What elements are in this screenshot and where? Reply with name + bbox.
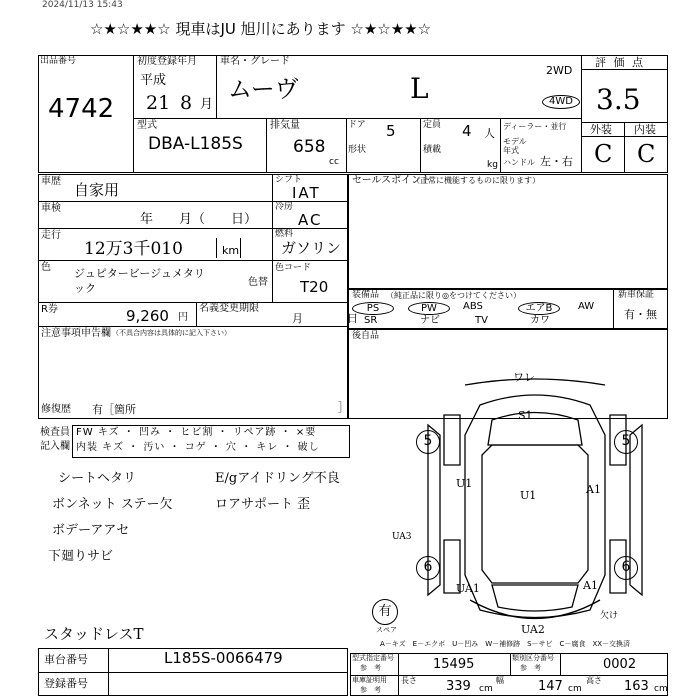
dimensions-label: 車庫証明用 <box>352 676 387 684</box>
repair-value: 有［箇所 <box>92 403 136 416</box>
mark-u1-roof: U1 <box>520 489 537 502</box>
width: 147 <box>538 679 563 694</box>
fuel-label: 燃料 <box>275 229 294 239</box>
tire-front-left: 5 <box>416 430 440 454</box>
shape-label: 形状 <box>348 145 367 155</box>
type-designation-label: 型式指定番号 <box>352 654 394 662</box>
handle: 左・右 <box>540 155 573 168</box>
dealer-label: ディーラー・並行 <box>503 122 567 131</box>
sales-point-label: セールスポイント <box>352 175 432 186</box>
name-change-label: 名義変更期限 <box>199 303 259 314</box>
mark-s1: S1 <box>518 409 533 422</box>
notes-label: 注意事項申告欄 <box>41 328 111 339</box>
sales-point-box <box>348 174 668 289</box>
drive-2wd: 2WD <box>546 64 573 77</box>
displacement: 658 <box>293 137 326 157</box>
recycle-fee: 9,260 <box>126 307 169 325</box>
rear-label: 後自品 <box>352 331 380 341</box>
lot-number: 4742 <box>48 94 115 124</box>
load-label: 積載 <box>423 145 442 155</box>
diagram-front-label: ワレ <box>513 371 535 384</box>
tire-rear-left: 6 <box>416 556 440 580</box>
recycle-unit: 円 <box>178 312 188 323</box>
tire-front-right: 5 <box>614 430 638 454</box>
car-name-label: 車名・グレード <box>220 56 290 67</box>
history-label: 車歴 <box>41 176 61 187</box>
mark-ua2: UA2 <box>521 623 545 636</box>
doors: 5 <box>386 122 396 140</box>
lot-label: 出品番号 <box>40 56 77 66</box>
fuel: ガソリン <box>281 239 342 257</box>
rating-value: 3.5 <box>596 83 641 116</box>
equipment-item: PS <box>352 302 394 315</box>
note-under: 下廻りサビ <box>48 549 114 564</box>
new-warranty-label: 新車保証 <box>618 290 655 300</box>
mileage-label: 走行 <box>41 230 61 241</box>
studless: スタッドレスT <box>44 625 144 643</box>
equipment-label: 装備品 <box>352 290 380 300</box>
spare-label: スペア <box>376 626 397 634</box>
first-reg-era: 平成 <box>140 73 167 88</box>
equipment-item: TV <box>475 315 488 326</box>
equipment-item: カワ <box>530 315 550 326</box>
note-body: ボデーアアセ <box>52 523 130 538</box>
legend: A－キズ E－エクボ U－凹み W－補修跡 S－サビ C－腐食 XX－交換済 <box>380 640 631 648</box>
chassis-number: L185S-0066479 <box>164 649 283 667</box>
inspector-label2: 記入欄 <box>40 441 70 452</box>
equipment-note: （純正品に限り◎をつけてください） <box>386 291 521 300</box>
shift: IAT <box>292 184 321 202</box>
inspector-label1: 検査員 <box>40 427 70 438</box>
first-reg-month: 8 <box>180 92 193 114</box>
height-label: 高さ <box>586 676 602 685</box>
notes-note: （不具合内容は具体的に記入下さい） <box>112 329 231 337</box>
mileage: 12万3千010 <box>84 239 183 259</box>
new-warranty: 有・無 <box>624 308 657 321</box>
dimensions-sub: 参 考 <box>360 686 381 694</box>
rating-label: 評 価 点 <box>595 56 645 69</box>
exterior-label: 外装 <box>590 123 612 136</box>
equipment-item: SR <box>364 315 378 326</box>
model-type-label: 型式 <box>137 120 157 131</box>
load-unit: kg <box>487 160 498 170</box>
width-label: 幅 <box>496 676 504 685</box>
shift-label: シフト <box>275 175 303 185</box>
first-reg-month-unit: 月 <box>200 97 214 112</box>
mark-ua1: UA1 <box>456 582 480 595</box>
equipment-item: ABS <box>463 301 483 312</box>
category-label: 類別区分番号 <box>512 654 554 662</box>
ac-label: 冷房 <box>275 202 294 212</box>
first-reg-year: 21 <box>146 92 171 114</box>
type-designation: 15495 <box>433 657 475 672</box>
color-code: T20 <box>300 278 329 296</box>
mark-a1-right: A1 <box>586 483 601 496</box>
color-line2: ック <box>74 282 96 295</box>
note-engine: E/gアイドリング不良 <box>215 471 340 486</box>
banner: ☆★☆★★☆ 現車はJU 旭川にあります ☆★☆★★☆ <box>90 20 432 38</box>
first-reg-label: 初度登録年月 <box>137 56 197 67</box>
equipment-item: エアB <box>518 302 560 315</box>
color-label: 色 <box>41 262 51 273</box>
mark-chip: 欠け <box>600 611 619 621</box>
recycle-label: R券 <box>41 304 58 315</box>
capacity-label: 定員 <box>423 120 442 130</box>
inspection-date: 年 月（ 日） <box>140 212 258 227</box>
mark-a1-rear: A1 <box>583 579 598 592</box>
displacement-unit: cc <box>329 157 339 167</box>
length-label: 長さ <box>401 676 417 685</box>
mark-ua3: UA3 <box>392 532 412 542</box>
history: 自家用 <box>74 181 120 199</box>
capacity: 4 <box>462 122 472 140</box>
height-unit: cm <box>654 684 668 694</box>
inspector-row1: FW キズ ・ 凹み ・ ヒビ割 ・ リペア跡 ・ ×要 <box>76 427 317 438</box>
timestamp: 2024/11/13 15:43 <box>42 0 123 10</box>
height: 163 <box>624 679 649 694</box>
exterior-grade: C <box>594 140 613 168</box>
sales-point-note: （正常に機能するものに限ります） <box>412 176 540 185</box>
model-year-label: モデル年式 <box>503 137 527 155</box>
handle-label: ハンドル <box>503 158 535 167</box>
registration-label: 登録番号 <box>44 677 88 690</box>
width-unit: cm <box>568 684 582 694</box>
mark-u1-left: U1 <box>456 477 473 490</box>
type-designation-sub: 参 考 <box>360 664 381 672</box>
inspection-label: 車検 <box>41 203 61 214</box>
car-diagram <box>400 375 670 637</box>
ac: AC <box>298 211 323 229</box>
model-type: DBA-L185S <box>148 134 243 154</box>
name-change-date: 月 日 <box>292 312 358 325</box>
note-seat: シートヘタリ <box>58 471 137 486</box>
interior-label: 内装 <box>634 123 656 136</box>
tire-rear-right: 6 <box>614 556 638 580</box>
category: 0002 <box>603 657 637 672</box>
displacement-label: 排気量 <box>270 120 300 131</box>
length: 339 <box>446 679 471 694</box>
chassis-label: 車台番号 <box>44 653 88 666</box>
note-bonnet: ボンネット ステー欠 <box>52 497 173 512</box>
length-unit: cm <box>479 684 493 694</box>
interior-grade: C <box>637 140 656 168</box>
equipment-item: AW <box>578 301 595 312</box>
capacity-unit: 人 <box>484 127 495 140</box>
equipment-item: ナビ <box>420 315 440 326</box>
repair-label: 修復歴 <box>41 404 71 415</box>
color-code-label: 色コード <box>275 263 312 273</box>
doors-label: ドア <box>348 120 366 130</box>
drive-4wd-circled: 4WD <box>542 95 580 109</box>
inspector-row2: 内装 キズ ・ 汚い ・ コゲ ・ 穴 ・ キレ ・ 破し <box>76 442 320 453</box>
color-line1: ジュピタービージュメタリ <box>74 267 205 280</box>
mileage-unit: km <box>222 244 240 257</box>
spare-tire: 有 <box>372 599 398 625</box>
car-name: ムーヴ <box>228 75 299 103</box>
note-lower-support: ロアサポート 歪 <box>215 497 311 512</box>
car-grade: L <box>410 72 429 105</box>
equipment-item: PW <box>408 302 450 315</box>
category-sub: 参 考 <box>520 664 541 672</box>
color-change-label: 色替 <box>248 277 268 288</box>
